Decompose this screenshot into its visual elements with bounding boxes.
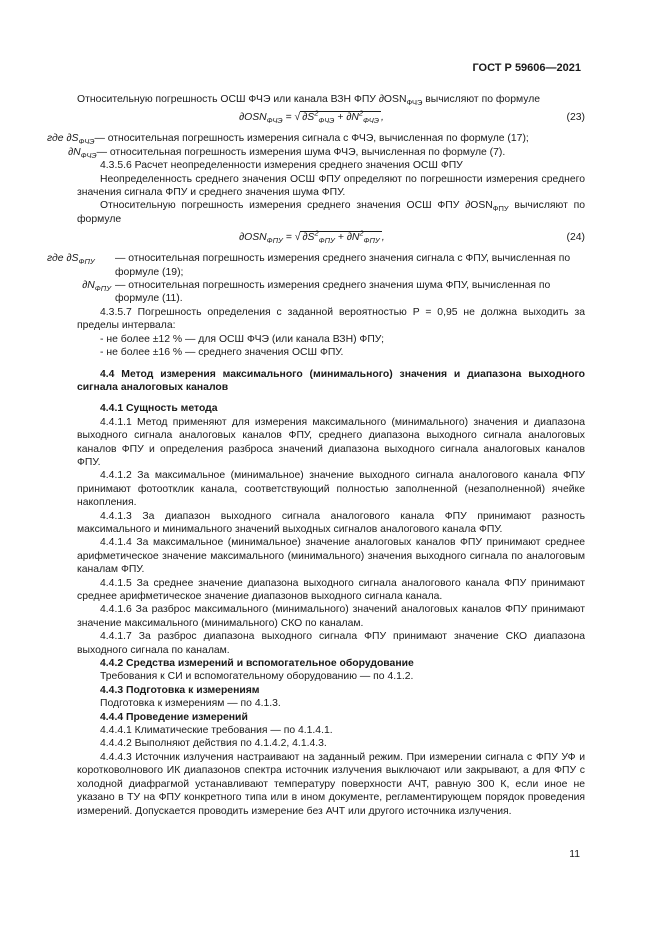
formula-24-expression: $\partial OSN_{ФПУ}$ = √ $\partial S^2_{ФПУ} + \partial N^2_{ФПУ}$ , xyxy=(239,228,385,246)
clause-4-3-5-7: 4.3.5.7 Погрешность определения с заданной вероятностью P = 0,95 не должна выходить за пределы интервала: xyxy=(77,306,585,332)
where-item: где $\partial S_{ФПУ}$ — относительная погрешность измерения среднего значения сигнала с ФПУ, вычисленная по формуле (19); xyxy=(47,253,571,278)
list-item: - не более ±16 % — среднего значения ОСШ ФПУ. xyxy=(100,347,344,359)
subsection-heading-4-4-1: 4.4.1 Сущность метода xyxy=(100,403,218,415)
formula-23-number: (23) xyxy=(566,112,585,124)
formula-23-expression: $\partial OSN_{ФЧЭ}$ = √ $\partial S^2_{ФЧЭ} + \partial N^2_{ФЧЭ}$ , xyxy=(239,108,384,126)
subsection-heading-4-4-4: 4.4.4 Проведение измерений xyxy=(100,711,248,723)
clause-4-4-1-4: 4.4.1.4 За максимальное (минимальное) значение аналоговых каналов ФПУ принимают среднее арифметическое значение максимального (минимального) значения выходного сигнала по аналоговым каналам ФПУ. xyxy=(77,537,585,576)
clause-4-4-1-3: 4.4.1.3 За диапазон выходного сигнала аналогового канала ФПУ принимают разность максимального и минимального значений выходных сигналов аналогового канала ФПУ. xyxy=(77,510,585,535)
paragraph-4-4-2: Требования к СИ и вспомогательному оборудованию — по 4.1.2. xyxy=(100,671,414,683)
clause-4-4-1-7: 4.4.1.7 За разброс диапазона выходного сигнала ФПУ принимают значение СКО диапазона выходного сигнала по каналам. xyxy=(77,631,585,656)
where-item: где $\partial S_{ФЧЭ}$ — относительная погрешность измерения сигнала с ФЧЭ, вычисленная по формуле (17); xyxy=(47,133,529,147)
paragraph-fpu-snr-error-intro: Относительную погрешность измерения среднего значения ОСШ ФПУ $\partial OSN_{ФПУ}$ вычисляют по формуле xyxy=(77,200,586,225)
subsection-heading-4-4-2: 4.4.2 Средства измерений и вспомогательное оборудование xyxy=(100,658,414,670)
formula-23 xyxy=(77,106,585,132)
clause-4-4-4-1: 4.4.4.1 Климатические требования — по 4.1.4.1. xyxy=(100,725,333,737)
clause-4-4-4-3: 4.4.4.3 Источник излучения настраивают на заданный режим. При измерении сигнала с ФПУ УФ и коротковолнового ИК диапазонов спектра источник излучения выключают или закрывают, а для ФПУ с холодной диафрагмой устанавливают температуру поверхности АЧТ, равную 300 К, если иное не указано в ТУ на ФПУ конкретного типа или в ином документе, регламентирующем порядок проведения измерений. Допускается проводить измерение без АЧТ или другого источника излучения. xyxy=(77,751,585,817)
paragraph-4-4-3: Подготовка к измерениям — по 4.1.3. xyxy=(100,698,281,710)
formula-24 xyxy=(77,226,585,252)
page-number: 11 xyxy=(569,849,580,860)
clause-4-4-4-2: 4.4.4.2 Выполняют действия по 4.1.4.2, 4.1.4.3. xyxy=(100,738,327,750)
clause-4-4-1-2: 4.4.1.2 За максимальное (минимальное) значение выходного сигнала аналогового канала ФПУ принимают фотоотклик канала, соответствующий полностью заполненной (незаполненной) ячейке накопления. xyxy=(77,470,585,509)
subsection-heading-4-4-3: 4.4.3 Подготовка к измерениям xyxy=(100,684,260,696)
page-content xyxy=(47,93,586,818)
paragraph-uncertainty: Неопределенность среднего значения ОСШ ФПУ определяют по погрешности измерения среднего значения сигнала ФПУ и среднего значения шума ФПУ. xyxy=(77,173,585,199)
clause-4-4-1-1: 4.4.1.1 Метод применяют для измерения максимального (минимального) значения и диапазона выходного сигнала аналоговых каналов ФПУ, среднего диапазона выходного сигнала аналоговых каналов ФПУ и определения разброса значений диапазона выходного сигнала аналоговых каналов ФПУ. xyxy=(77,416,585,468)
clause-4-4-1-5: 4.4.1.5 За среднее значение диапазона выходного сигнала аналогового канала ФПУ принимают среднее арифметическое значение диапазонов выходного сигнала канала. xyxy=(77,577,585,602)
paragraph-snr-error-intro: Относительную погрешность ОСШ ФЧЭ или канала ВЗН ФПУ $\partial OSN_{ФЧЭ}$ вычисляют по формуле xyxy=(77,94,541,108)
formula-24-number: (24) xyxy=(566,232,585,244)
clause-4-4-1-6: 4.4.1.6 За разброс максимального (минимального) значений аналоговых каналов ФПУ принимают значение максимального (минимального) СКО по каналам. xyxy=(77,604,585,629)
list-item: - не более ±12 % — для ОСШ ФЧЭ (или канала ВЗН) ФПУ; xyxy=(100,333,385,345)
clause-4-3-5-6: 4.3.5.6 Расчет неопределенности измерения среднего значения ОСШ ФПУ xyxy=(100,160,463,172)
where-item: $\partial N_{ФПУ}$ — относительная погрешность измерения среднего значения шума ФПУ, вычисленная по формуле (11). xyxy=(82,280,551,305)
where-item: $\partial N_{ФЧЭ}$ — относительная погрешность измерения шума ФЧЭ, вычисленная по формуле (7). xyxy=(68,146,506,160)
document-id-header: ГОСТ Р 59606—2021 xyxy=(472,62,581,74)
section-heading-4-4: 4.4 Метод измерения максимального (минимального) значения и диапазона выходного сигнала аналоговых каналов xyxy=(77,368,585,393)
